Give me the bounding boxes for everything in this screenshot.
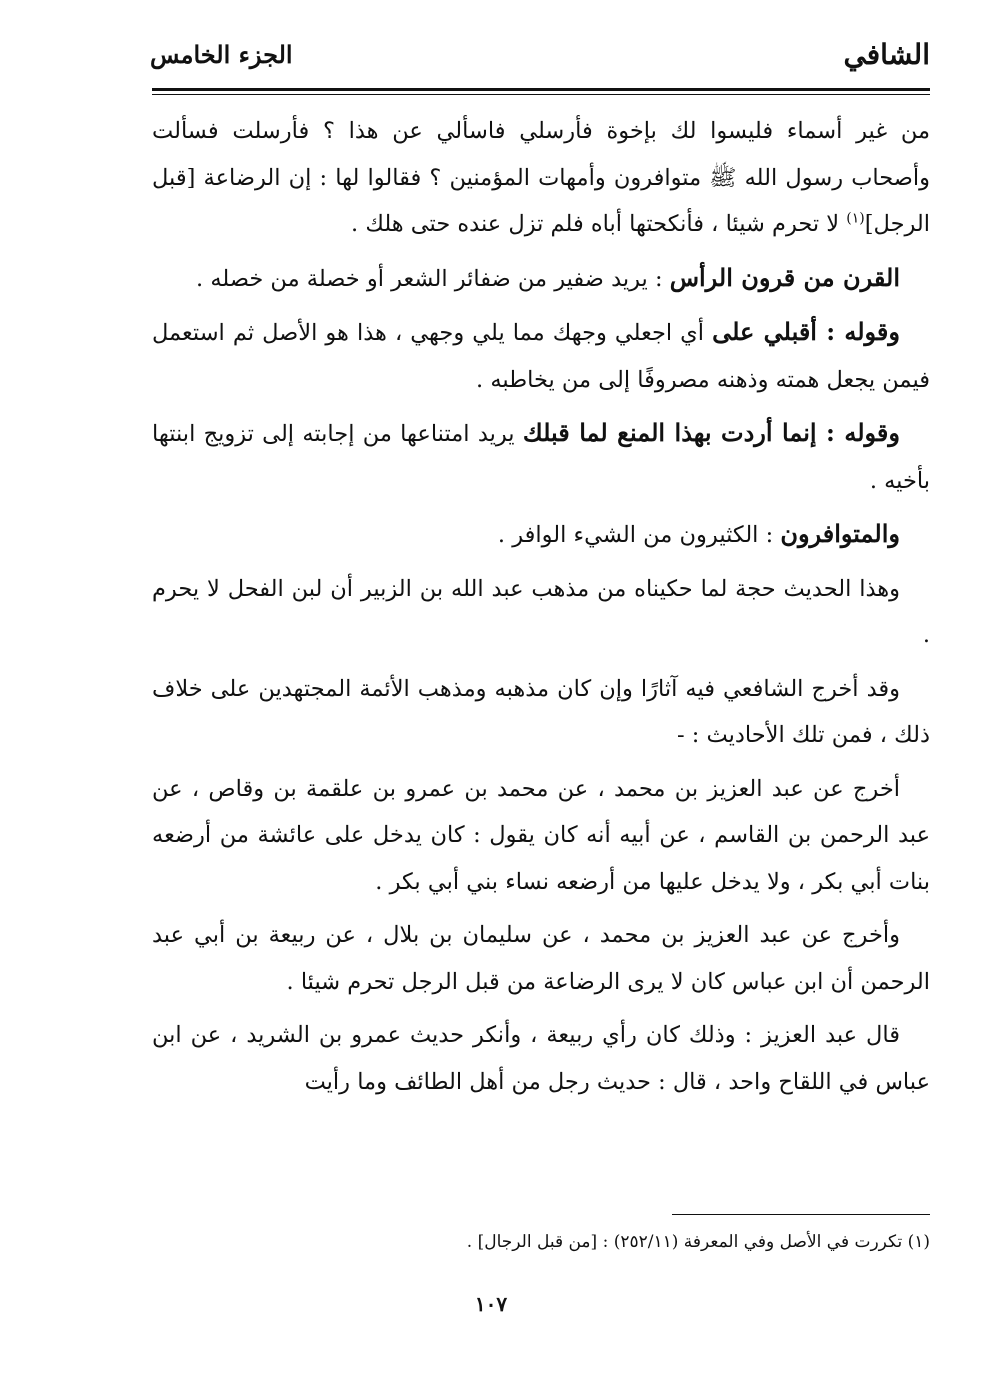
header-rule-thick (152, 88, 930, 91)
paragraph-3 (152, 309, 930, 403)
footnote-rule (672, 1214, 930, 1215)
paragraph-10: قال عبد العزيز : وذلك كان رأي ربيعة ، وأنكر حديث عمرو بن الشريد ، عن ابن عباس في اللقاح واحد ، قال : حديث رجل من أهل الطائف وما رأيت (152, 1022, 930, 1095)
paragraph-5 (152, 511, 930, 559)
paragraph-7: وقد أخرج الشافعي فيه آثارًا وإن كان مذهبه ومذهب الأئمة المجتهدين على خلاف ذلك ، فمن تلك الأحاديث : - (152, 675, 930, 748)
paragraph-4-text: يريد امتناعها من إجابته إلى تزويج ابنتها بأخيه . (152, 421, 930, 494)
paragraph-3-text: أي اجعلي وجهك مما يلي وجهي ، هذا هو الأصل ثم استعمل فيمن يجعل همته وذهنه مصروفًا إلى من يخاطبه . (152, 320, 930, 393)
paragraph-3-term: أقبلي على (712, 317, 817, 346)
paragraph-2-text: : يريد ضفير من ضفائر الشعر أو خصلة من خصله . (196, 265, 670, 292)
book-title: الشافي (843, 38, 930, 71)
paragraph-2-term: القرن من قرون الرأس (669, 262, 900, 292)
footnote: (١) تكررت في الأصل وفي المعرفة (٢٥٢/١١) : [من قبل الرجال] . (466, 1232, 930, 1252)
paragraph-3-prefix: وقوله : (816, 317, 900, 346)
paragraph-1-text: من غير أسماء فليسوا لك بإخوة فأرسلي فاسألي عن هذا ؟ فأرسلت فسألت وأصحاب رسول الله ﷺ متوافرون وأمهات المؤمنين ؟ فقالوا لها : إن الرضاعة [قبل الرجل] (152, 118, 930, 237)
part-title: الجزء الخامس (150, 40, 293, 69)
header-rule-thin (152, 94, 930, 95)
paragraph-6: وهذا الحديث حجة لما حكيناه من مذهب عبد الله بن الزبير أن لبن الفحل لا يحرم . (152, 575, 930, 648)
page-number: ١٠٧ (474, 1292, 508, 1316)
paragraph-9: وأخرج عن عبد العزيز بن محمد ، عن سليمان بن بلال ، عن ربيعة بن أبي عبد الرحمن أن ابن عباس كان لا يرى الرضاعة من قبل الرجل تحرم شيئا . (152, 922, 930, 995)
paragraph-5-term: والمتوافرون (780, 519, 900, 548)
paragraph-5-text: : الكثيرون من الشيء الوافر . (497, 522, 781, 548)
footnote-marker: (١) (846, 210, 865, 227)
paragraph-1 (152, 108, 930, 248)
paragraph-4-term: وقوله : إنما أردت بهذا المنع لما قبلك (522, 418, 900, 447)
paragraph-4 (152, 410, 930, 504)
paragraph-1-tail: لا تحرم شيئا ، فأنكحتها أباه فلم تزل عنده حتى هلك . (351, 211, 847, 237)
paragraph-2 (152, 255, 930, 303)
running-header (150, 38, 930, 86)
paragraph-8: أخرج عن عبد العزيز بن محمد ، عن محمد بن عمرو بن علقمة بن وقاص ، عن عبد الرحمن بن القاسم ، عن أبيه أنه كان يقول : كان يدخل على عائشة من أرضعه بنات أبي بكر ، ولا يدخل عليها من أرضعه نساء بني أبي بكر . (152, 775, 930, 895)
main-text (152, 108, 930, 1112)
